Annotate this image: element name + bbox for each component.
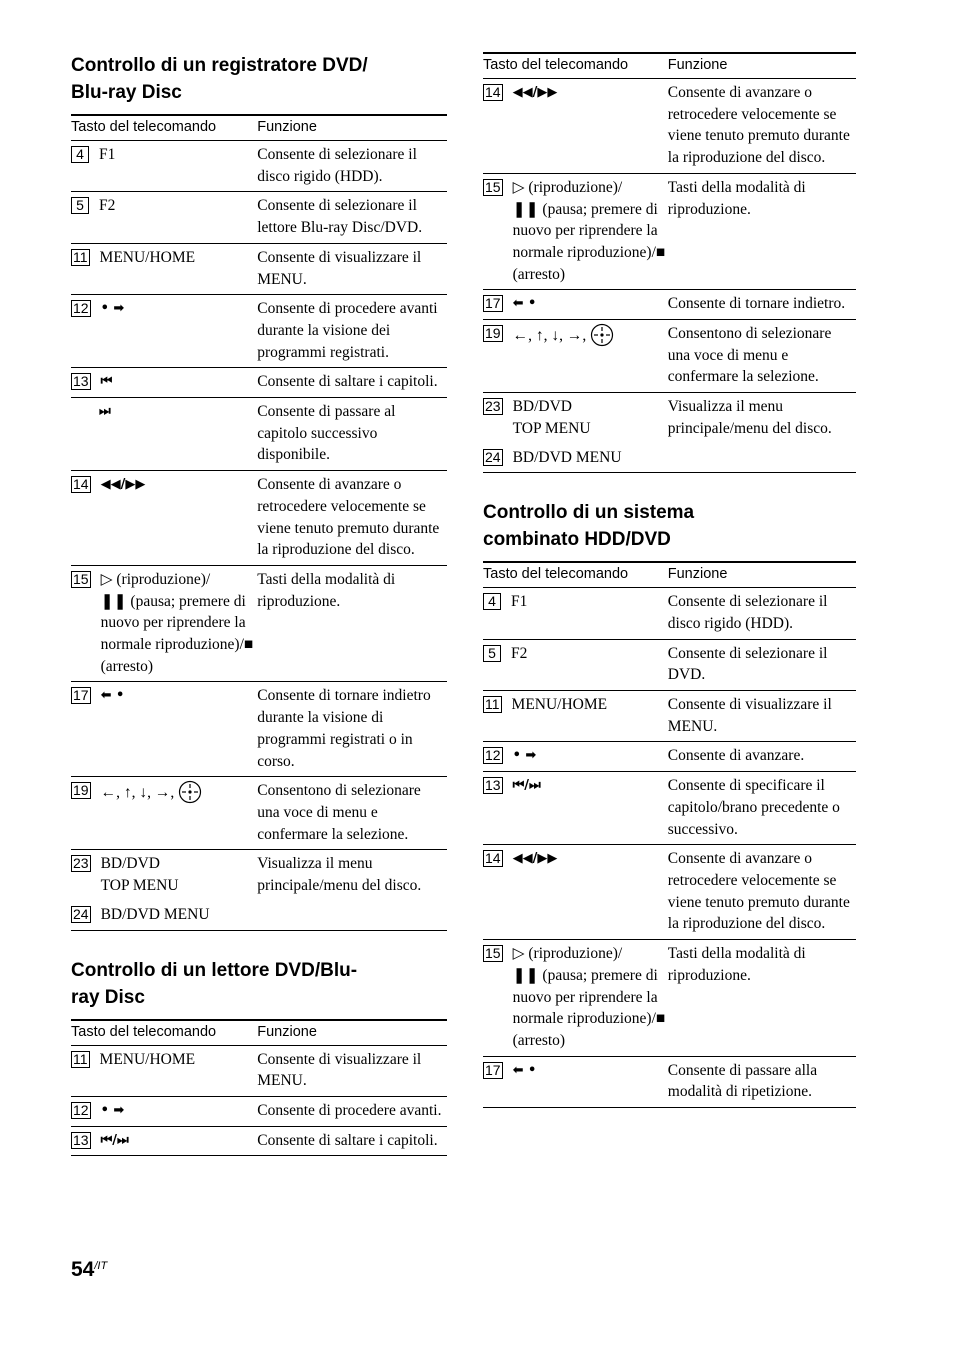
key-label (513, 82, 666, 104)
key-label (99, 195, 255, 217)
function-cell: Tasti della modalità di riproduzione. (666, 173, 856, 290)
key-label-line: ⏮ (100, 374, 113, 390)
header-key: Tasto del telecomando (483, 562, 666, 588)
key-cell (483, 639, 666, 690)
page-language-code: /IT (94, 1260, 108, 1272)
key-label-line: ⏭ (99, 404, 111, 420)
key-cell (483, 742, 666, 772)
function-cell: Consentono di selezionare una voce di menu e confermare la selezione. (666, 320, 856, 393)
table-row (71, 901, 447, 930)
function-cell: Consente di visualizzare il MENU. (666, 691, 856, 742)
function-cell: Consente di avanzare. (666, 742, 856, 772)
key-label (513, 323, 666, 347)
key-label-line: TOP MENU (100, 877, 179, 895)
remote-keys-table (483, 561, 856, 1108)
key-label-line: ←, ↑, ↓, →, (100, 784, 175, 802)
table-row (71, 471, 447, 566)
button-number-badge: 15 (485, 178, 501, 195)
function-cell: Tasti della modalità di riproduzione. (666, 940, 856, 1057)
table-row (71, 1096, 447, 1126)
key-label-line: • ➡ (512, 748, 537, 764)
key-cell (71, 565, 255, 682)
key-label-line: F1 (511, 593, 528, 611)
table-row (483, 444, 856, 473)
key-label-line: ◀◀/▶▶ (512, 851, 558, 867)
table-row (71, 141, 447, 192)
page-number (71, 1258, 107, 1282)
table-row (71, 295, 447, 368)
key-cell (483, 772, 666, 845)
table-row (483, 772, 856, 845)
button-number-badge: 4 (71, 146, 89, 163)
button-number-badge: 19 (485, 325, 501, 342)
key-cell (71, 901, 255, 930)
table-row (71, 368, 447, 398)
table-row (71, 398, 447, 471)
button-number-badge: 12 (73, 1101, 89, 1118)
button-number-badge: 11 (73, 1050, 88, 1067)
table-row (483, 940, 856, 1057)
left-column (71, 52, 447, 1156)
key-label-line: F1 (99, 146, 116, 163)
key-cell (71, 1126, 255, 1156)
key-label (101, 569, 256, 678)
key-label (101, 685, 256, 707)
table-row (483, 1056, 856, 1107)
header-function: Funzione (666, 562, 856, 588)
button-number-badge: 11 (485, 696, 500, 713)
button-number-badge: 5 (71, 197, 89, 214)
remote-keys-table (71, 1019, 447, 1157)
section-continued-table (483, 52, 856, 473)
key-label-line: • ➡ (100, 301, 125, 317)
key-label (513, 293, 666, 315)
key-label-line: BD/DVD (100, 855, 160, 873)
button-number-badge: 13 (485, 777, 501, 794)
section-sistema-combinato (483, 499, 856, 1108)
key-label (99, 144, 255, 166)
table-row (71, 192, 447, 243)
key-label-line: BD/DVD MENU (512, 448, 622, 466)
table-row (483, 393, 856, 444)
key-cell (483, 940, 666, 1057)
header-function: Funzione (666, 53, 856, 79)
joystick-enter-icon (178, 780, 202, 804)
table-row (71, 682, 447, 777)
function-cell: Consente di tornare indietro. (666, 290, 856, 320)
button-number-badge: 13 (73, 373, 89, 390)
key-label-line: ❚❚ (pausa; premere di nuovo per riprendere la normale riproduzione)/■ (512, 966, 666, 1028)
button-number-badge: 17 (485, 1061, 501, 1078)
function-cell: Consente di tornare indietro durante la visione di programmi registrati o in corso. (255, 682, 447, 777)
key-label (100, 247, 256, 269)
button-number-badge: 23 (73, 855, 89, 872)
key-label (513, 396, 666, 439)
function-cell: Consente di passare alla modalità di ripetizione. (666, 1056, 856, 1107)
key-label (101, 474, 256, 496)
function-cell: Consente di avanzare o retrocedere velocemente se viene tenuto premuto durante la riproduzione del disco. (666, 845, 856, 940)
button-number-badge: 12 (485, 747, 501, 764)
page-number-value: 54 (71, 1258, 95, 1281)
table-row (71, 565, 447, 682)
key-label (101, 1100, 256, 1122)
table-row (483, 845, 856, 940)
key-label (512, 694, 666, 716)
button-number-badge: 15 (485, 945, 501, 962)
table-row (71, 1126, 447, 1156)
table-row (483, 742, 856, 772)
key-label (101, 780, 256, 804)
key-cell (71, 471, 255, 566)
table-header-row (71, 115, 447, 141)
key-cell (483, 320, 666, 393)
table-row (483, 588, 856, 639)
remote-keys-table (71, 114, 447, 931)
key-label (100, 1049, 256, 1071)
button-number-badge: 4 (483, 593, 501, 610)
button-number-badge: 24 (73, 905, 89, 922)
button-number-badge: 17 (73, 687, 89, 704)
key-label (101, 371, 256, 393)
remote-keys-table (483, 52, 856, 473)
key-cell (483, 691, 666, 742)
key-label-line: ▷ (riproduzione)/ (512, 945, 623, 963)
key-label (513, 848, 666, 870)
key-label-line: ⬅ • (100, 688, 125, 704)
function-cell: Consente di saltare i capitoli. (255, 368, 447, 398)
button-number-badge: 13 (73, 1131, 89, 1148)
header-key: Tasto del telecomando (483, 53, 666, 79)
key-label-line: F2 (511, 644, 528, 662)
section-lettore (71, 957, 447, 1157)
function-cell: Consente di procedere avanti. (255, 1096, 447, 1126)
function-cell: Consente di visualizzare il MENU. (255, 243, 447, 294)
key-cell (71, 1096, 255, 1126)
button-number-badge: 14 (485, 84, 501, 100)
function-cell (255, 901, 447, 930)
key-label-line: MENU/HOME (511, 696, 608, 714)
key-cell (71, 141, 255, 192)
function-cell: Visualizza il menu principale/menu del disco. (667, 398, 832, 437)
key-cell (71, 398, 255, 471)
key-cell (71, 243, 255, 294)
key-label (99, 401, 255, 423)
key-cell (71, 368, 255, 398)
key-cell (483, 393, 666, 444)
table-row (483, 691, 856, 742)
key-label-line: • ➡ (100, 1102, 125, 1118)
key-cell (71, 295, 255, 368)
key-label-line: ◀◀/▶▶ (100, 477, 146, 493)
key-label-line: ⏮/⏭ (512, 778, 541, 794)
key-label-line: (arresto) (512, 265, 566, 283)
key-label (101, 853, 256, 896)
header-key: Tasto del telecomando (71, 115, 255, 141)
function-cell (666, 444, 856, 473)
function-cell: Consente di passare al capitolo successivo disponibile. (255, 398, 447, 471)
key-label (513, 177, 666, 286)
key-label-line: (arresto) (512, 1031, 566, 1049)
table-row (483, 290, 856, 320)
key-cell (71, 1045, 255, 1096)
button-number-badge: 15 (73, 570, 89, 587)
function-cell: Consentono di selezionare una voce di menu e confermare la selezione. (255, 777, 447, 850)
table-header-row (483, 53, 856, 79)
key-cell (71, 777, 255, 850)
key-label-line: BD/DVD (512, 398, 572, 416)
key-label-line: ❚❚ (pausa; premere di nuovo per riprendere la normale riproduzione)/■ (100, 592, 254, 654)
key-label (101, 904, 256, 926)
function-cell: Visualizza il menu principale/menu del disco. (257, 855, 422, 895)
section-title: Controllo di un sistema combinato HDD/DVD (483, 502, 695, 551)
function-cell: Consente di selezionare il disco rigido (HDD). (255, 141, 447, 192)
joystick-enter-icon (590, 323, 614, 347)
key-label (513, 943, 666, 1052)
function-cell: Consente di avanzare o retrocedere velocemente se viene tenuto premuto durante la riproduzione del disco. (255, 471, 447, 566)
key-cell (483, 845, 666, 940)
key-label-line: BD/DVD MENU (100, 905, 210, 923)
button-number-badge: 17 (485, 295, 501, 312)
table-header-row (483, 562, 856, 588)
key-cell (483, 444, 666, 473)
key-label-line: ❚❚ (pausa; premere di nuovo per riprendere la normale riproduzione)/■ (512, 200, 666, 261)
key-label-line: ←, ↑, ↓, →, (512, 327, 587, 345)
key-cell (71, 682, 255, 777)
header-key: Tasto del telecomando (71, 1020, 255, 1046)
key-label-line: ⬅ • (512, 296, 537, 312)
button-number-badge: 14 (485, 850, 501, 867)
key-label-line: ⬅ • (512, 1062, 537, 1078)
button-number-badge: 11 (73, 248, 88, 265)
key-cell (71, 850, 255, 901)
function-cell: Consente di specificare il capitolo/brano precedente o successivo. (666, 772, 856, 845)
button-number-badge: 19 (73, 782, 89, 799)
section-registratore (71, 52, 447, 931)
table-row (483, 173, 856, 290)
table-row (71, 850, 447, 901)
table-row (483, 639, 856, 690)
function-cell: Consente di saltare i capitoli. (255, 1126, 447, 1156)
key-label (101, 298, 256, 320)
key-cell (483, 173, 666, 290)
table-row (71, 243, 447, 294)
table-row (71, 1045, 447, 1096)
key-label-line: MENU/HOME (99, 248, 196, 266)
header-function: Funzione (255, 1020, 447, 1046)
section-title: Controllo di un lettore DVD/Blu- ray Disc (71, 959, 358, 1008)
section-title: Controllo di un registratore DVD/ Blu-ray Disc (71, 55, 368, 103)
key-label-line: ⏮/⏭ (100, 1132, 129, 1148)
key-label (513, 1060, 666, 1082)
function-cell: Consente di visualizzare il MENU. (255, 1045, 447, 1096)
right-column (483, 52, 856, 1108)
table-row (71, 777, 447, 850)
key-cell (483, 588, 666, 639)
button-number-badge: 24 (485, 448, 501, 465)
key-cell (483, 290, 666, 320)
button-number-badge: 5 (483, 645, 501, 662)
key-label-line: TOP MENU (512, 419, 591, 437)
function-cell: Consente di selezionare il lettore Blu-ray Disc/DVD. (255, 192, 447, 243)
button-number-badge: 23 (485, 398, 501, 415)
key-label (101, 1130, 256, 1152)
function-cell: Consente di avanzare o retrocedere velocemente se viene tenuto premuto durante la riproduzione del disco. (666, 79, 856, 174)
header-function: Funzione (255, 115, 447, 141)
key-label (513, 745, 666, 767)
function-cell: Consente di selezionare il disco rigido (HDD). (666, 588, 856, 639)
function-cell: Consente di procedere avanti durante la visione dei programmi registrati. (255, 295, 447, 368)
button-number-badge: 14 (73, 476, 89, 493)
key-label (511, 643, 666, 665)
key-label-line: F2 (99, 197, 116, 215)
table-row (483, 79, 856, 174)
key-label (511, 591, 666, 613)
key-label-line: (arresto) (100, 657, 154, 675)
key-label-line: ▷ (riproduzione)/ (512, 178, 623, 196)
button-number-badge: 12 (73, 300, 89, 317)
key-label-line: ▷ (riproduzione)/ (100, 570, 211, 588)
table-row (483, 320, 856, 393)
key-cell (71, 192, 255, 243)
key-label (513, 775, 666, 797)
key-label (513, 447, 666, 469)
key-label-line: MENU/HOME (99, 1050, 196, 1068)
function-cell: Tasti della modalità di riproduzione. (255, 565, 447, 682)
function-cell: Consente di selezionare il DVD. (666, 639, 856, 690)
key-cell (483, 79, 666, 174)
table-header-row (71, 1020, 447, 1046)
key-label-line: ◀◀/▶▶ (512, 85, 558, 100)
key-cell (483, 1056, 666, 1107)
